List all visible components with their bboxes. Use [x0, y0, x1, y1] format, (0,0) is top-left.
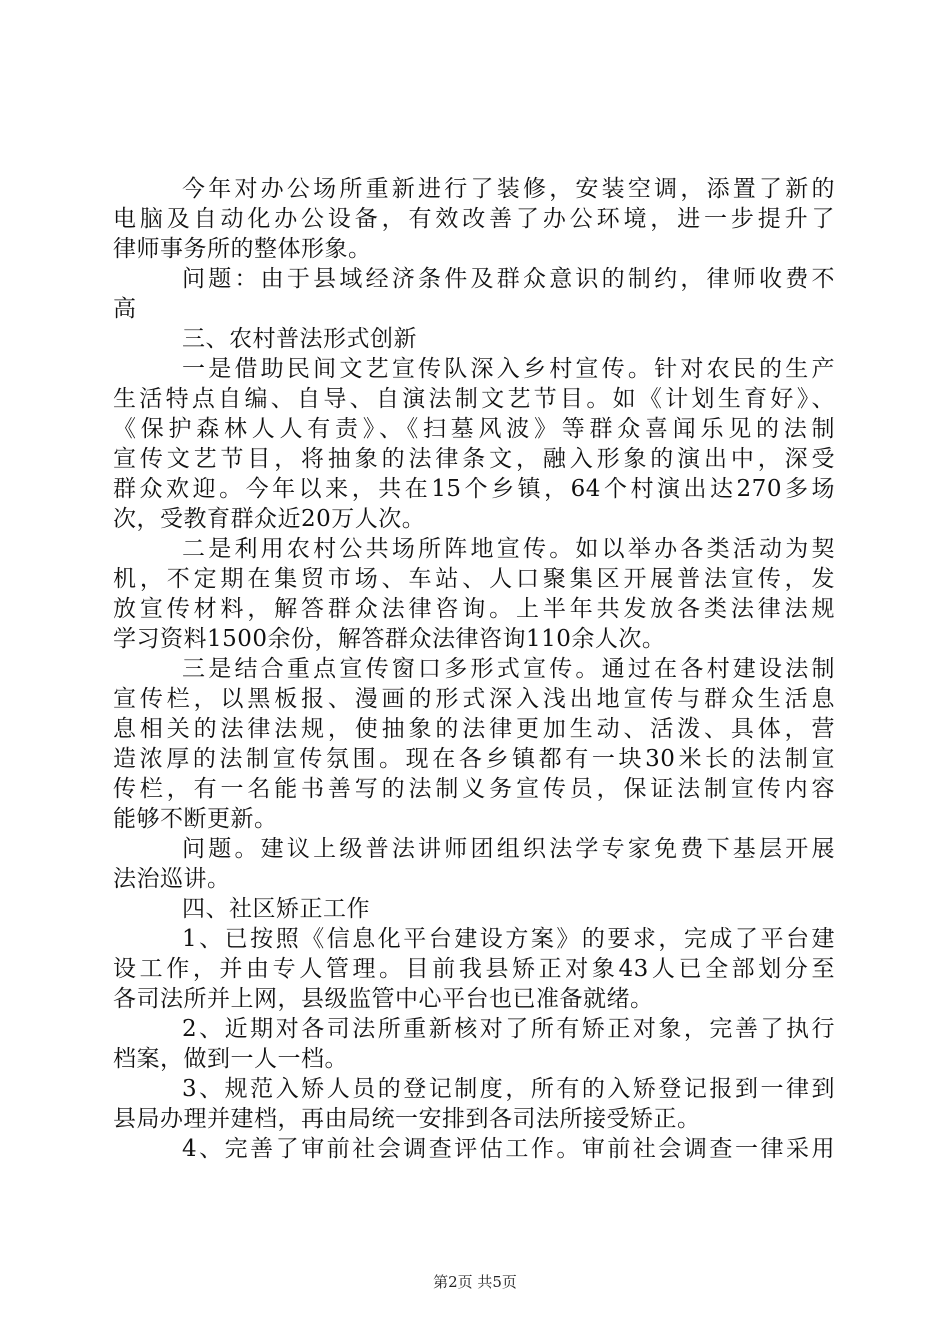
text-line: 一是借助民间文艺宣传队深入乡村宣传。针对农民的生产: [182, 356, 835, 382]
document-body: [113, 174, 835, 1164]
text-line: 宣传文艺节目，将抽象的法律条文，融入形象的演出中，深受: [113, 446, 835, 472]
text-line: 三、农村普法形式创新: [182, 326, 417, 352]
text-line: 次，受教育群众近20万人次。: [113, 506, 426, 532]
text-line: 设工作，并由专人管理。目前我县矫正对象43人已全部划分至: [113, 956, 835, 982]
text-line: 律师事务所的整体形象。: [113, 236, 372, 262]
text-line: 生活特点自编、自导、自演法制文艺节目。如《计划生育好》、: [113, 386, 835, 412]
text-line: 今年对办公场所重新进行了装修，安装空调，添置了新的: [182, 176, 835, 202]
text-line: 3、规范入矫人员的登记制度，所有的入矫登记报到一律到: [182, 1076, 835, 1102]
text-line: 4、完善了审前社会调查评估工作。审前社会调查一律采用: [182, 1136, 835, 1162]
text-line: 各司法所并上网，县级监管中心平台也已准备就绪。: [113, 986, 654, 1012]
page-number-footer: 第2页 共5页: [433, 1273, 517, 1291]
text-line: 三是结合重点宣传窗口多形式宣传。通过在各村建设法制: [182, 656, 835, 682]
text-line: 1、已按照《信息化平台建设方案》的要求，完成了平台建: [182, 926, 835, 952]
text-line: 放宣传材料，解答群众法律咨询。上半年共发放各类法律法规: [113, 596, 835, 622]
text-line: 传栏，有一名能书善写的法制义务宣传员，保证法制宣传内容: [113, 776, 835, 802]
text-line: 群众欢迎。今年以来，共在15个乡镇，64个村演出达270多场: [113, 476, 835, 502]
text-line: 法治巡讲。: [113, 866, 231, 892]
text-line: 息相关的法律法规，使抽象的法律更加生动、活泼、具体，营: [113, 716, 835, 742]
text-line: 能够不断更新。: [113, 806, 278, 832]
text-line: 电脑及自动化办公设备，有效改善了办公环境，进一步提升了: [113, 206, 835, 232]
text-line: 档案，做到一人一档。: [113, 1046, 348, 1072]
text-line: 宣传栏，以黑板报、漫画的形式深入浅出地宣传与群众生活息: [113, 686, 835, 712]
text-line: 学习资料1500余份，解答群众法律咨询110余人次。: [113, 626, 666, 652]
text-line: 四、社区矫正工作: [182, 896, 370, 922]
text-line: 问题：由于县域经济条件及群众意识的制约，律师收费不: [182, 266, 835, 292]
text-line: 2、近期对各司法所重新核对了所有矫正对象，完善了执行: [182, 1016, 835, 1042]
text-line: 问题。建议上级普法讲师团组织法学专家免费下基层开展: [182, 836, 835, 862]
text-line: 二是利用农村公共场所阵地宣传。如以举办各类活动为契: [182, 536, 835, 562]
text-line: 《保护森林人人有责》、《扫墓风波》等群众喜闻乐见的法制: [113, 416, 835, 442]
text-line: 机，不定期在集贸市场、车站、人口聚集区开展普法宣传，发: [113, 566, 835, 592]
text-line: 高: [113, 296, 137, 322]
text-line: 县局办理并建档，再由局统一安排到各司法所接受矫正。: [113, 1106, 701, 1132]
text-line: 造浓厚的法制宣传氛围。现在各乡镇都有一块30米长的法制宣: [113, 746, 835, 772]
